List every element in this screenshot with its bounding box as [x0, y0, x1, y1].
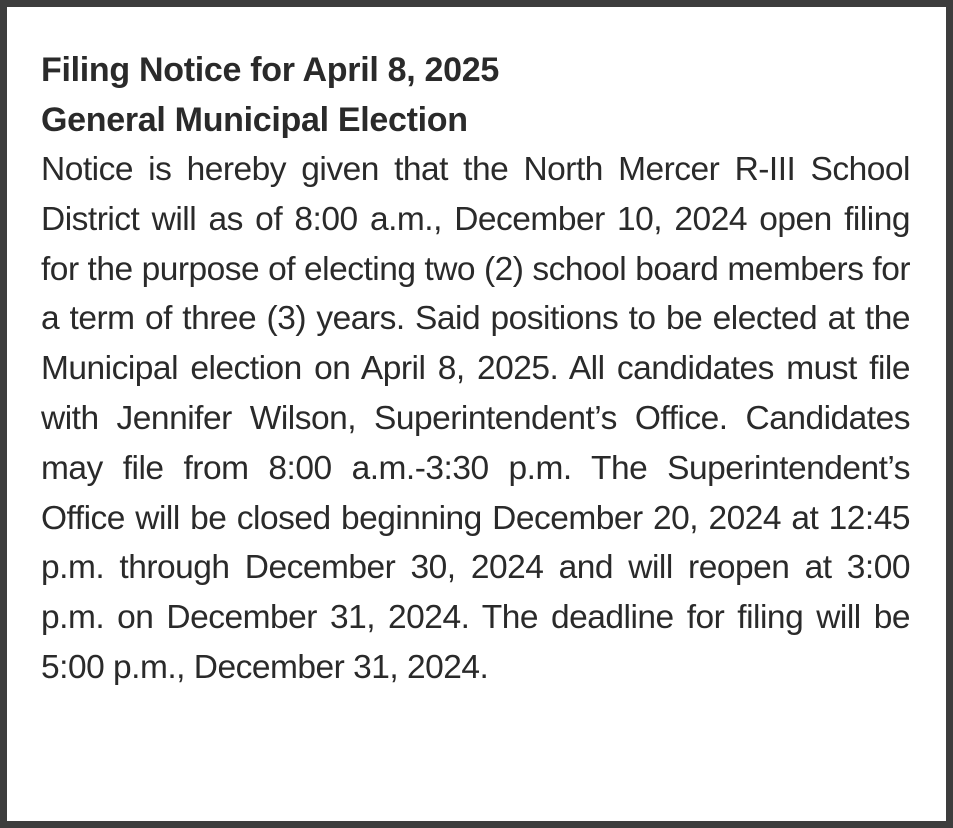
notice-title-line-2: General Municipal Election — [41, 101, 468, 139]
notice-body: Notice is hereby given that the North Mercer R-III School District will as of 8:00 a.m., December 10, 2024 open filing for the purpose of electing two (2) school board members for a term of three (3) years. Said positions to be elected at the Municipal election on April 8, 2025. All candidates must file with Jennifer Wilson, Superintendent’s Office. Candidates may file from 8:00 a.m.-3:30 p.m. The Superintendent’s Office will be closed beginning December 20, 2024 at 12:45 p.m. through December 30, 2024 and will reopen at 3:00 p.m. on December 31, 2024. The deadline for filing will be 5:00 p.m., December 31, 2024. — [41, 151, 910, 686]
notice-title-line-1: Filing Notice for April 8, 2025 — [41, 51, 499, 89]
